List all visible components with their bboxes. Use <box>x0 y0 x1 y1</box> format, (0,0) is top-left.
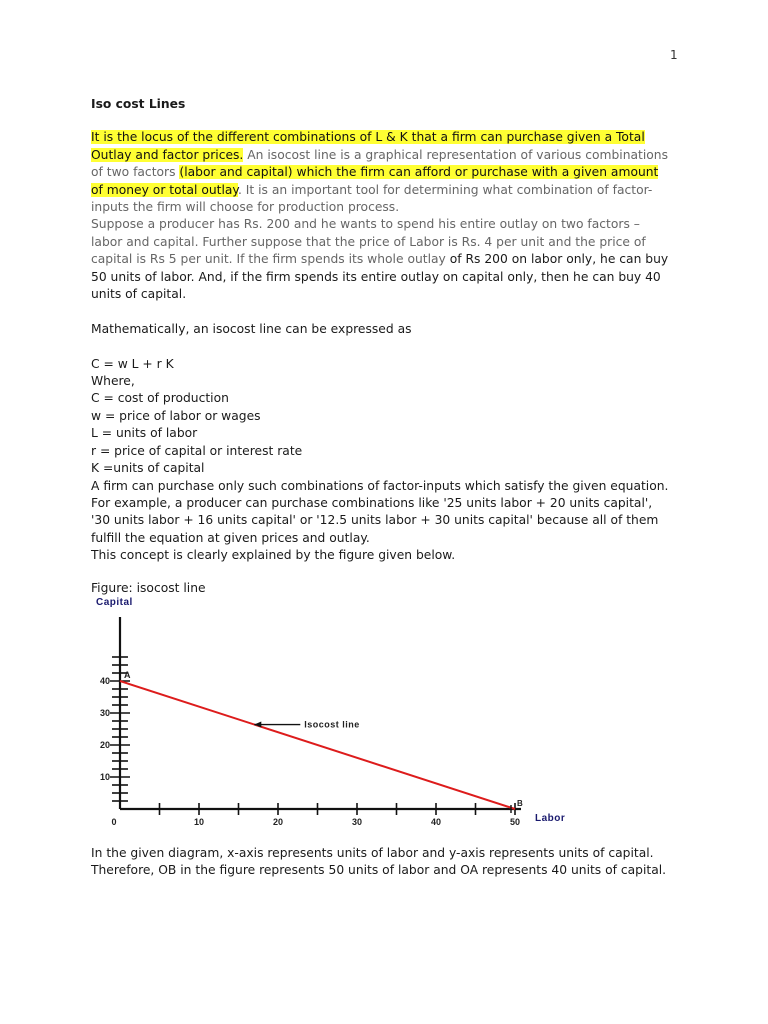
isocost-chart-svg <box>87 597 587 829</box>
definition-capital: K =units of capital <box>91 461 205 476</box>
origin-label: 0 <box>111 816 117 827</box>
definition-labor: L = units of labor <box>91 426 198 441</box>
y-tick-label: 40 <box>99 675 110 686</box>
point-label-a: A <box>124 669 131 680</box>
equation: C = w L + r K <box>91 356 174 371</box>
x-tick-label: 50 <box>509 816 521 827</box>
figure-label: Figure: isocost line <box>91 580 206 595</box>
x-tick-label: 30 <box>351 816 363 827</box>
example-text: Suppose a producer has Rs. 200 and he wants to spend his entire outlay on two factors – labor and capital. Further suppose that the price of Labor is Rs. 4 per unit and the price of capital is Rs 5 per unit. If the firm spends its whole outlay <box>91 217 646 267</box>
highlighted-definition: It is the locus of the different combinations of L & K that a firm can purchase given a Total Outlay and factor prices. <box>91 130 645 162</box>
combinations-paragraph: A firm can purchase only such combinations of factor-inputs which satisfy the given equation. For example, a producer can purchase combinations like '25 units labor + 20 units capital', '30 units labor + 16 units capital' or '12.5 units labor + 30 units capital' because all of them fulfill the equation at given prices and outlay. <box>91 478 669 545</box>
intro-text-end: . It is an important tool for determining what combination of factor-inputs the firm will choose for production process. <box>91 182 653 215</box>
example-text-dark: of Rs 200 on labor only, he can buy 50 units of labor. And, if the firm spends its entire outlay on capital only, then he can buy 40 units of capital. <box>91 252 669 302</box>
highlighted-phrase: (labor and capital) which the firm can afford or purchase with a given amount of money or total outlay <box>91 165 659 197</box>
page-title: Iso cost Lines <box>91 97 186 111</box>
point-label-b: B <box>517 798 523 808</box>
isocost-line <box>120 681 515 809</box>
y-tick-label: 10 <box>99 771 110 782</box>
intro-text: An isocost line is a graphical representation of various combinations of two factors <box>91 147 668 180</box>
definition-wage: w = price of labor or wages <box>91 408 261 423</box>
conclusion-paragraph: In the given diagram, x-axis represents units of labor and y-axis represents units of capital. Therefore, OB in the figure represents 50 units of labor and OA represents 40 units of capital. <box>91 845 667 878</box>
concept-sentence: This concept is clearly explained by the figure given below. <box>91 548 456 563</box>
isocost-chart <box>87 597 587 829</box>
x-axis-title: Labor <box>535 812 566 824</box>
example-paragraph <box>91 216 671 303</box>
x-tick-label: 40 <box>430 816 442 827</box>
y-tick-label: 30 <box>99 707 110 718</box>
definition-interest: r = price of capital or interest rate <box>91 443 303 458</box>
intro-paragraph <box>91 129 671 216</box>
page-number: 1 <box>670 48 678 62</box>
y-tick-label: 20 <box>99 739 110 750</box>
x-tick-label: 10 <box>193 816 205 827</box>
x-tick-label: 20 <box>272 816 284 827</box>
y-axis-title: Capital <box>96 596 133 608</box>
annotation-label: Isocost line <box>304 719 360 730</box>
math-intro: Mathematically, an isocost line can be expressed as <box>91 321 412 336</box>
definition-cost: C = cost of production <box>91 391 229 406</box>
document-body <box>91 96 671 880</box>
where-label: Where, <box>91 374 135 389</box>
